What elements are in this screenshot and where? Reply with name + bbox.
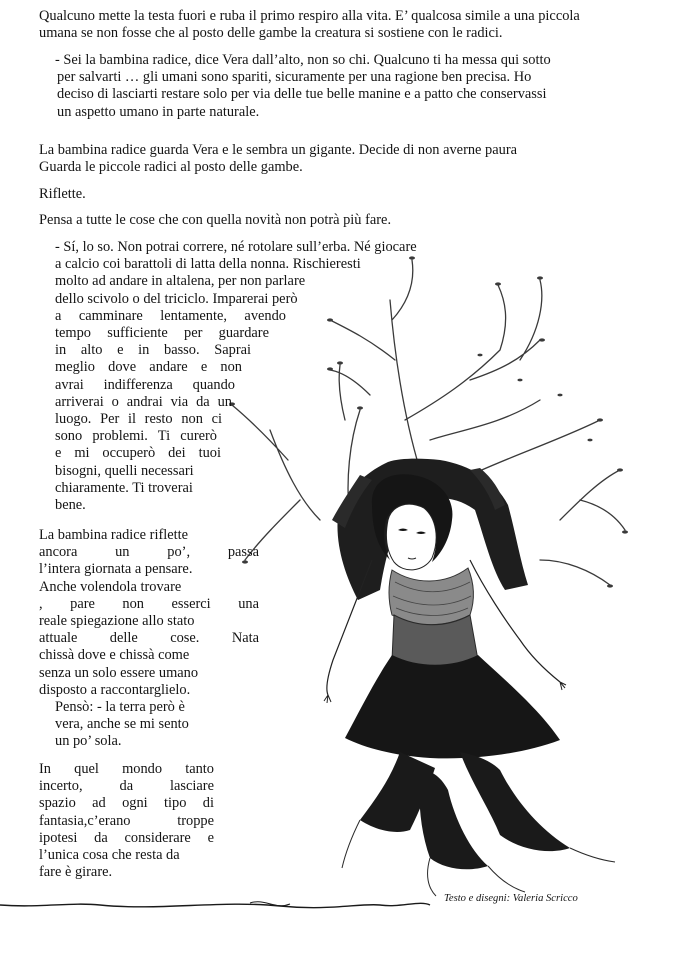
pensa-line xyxy=(39,212,391,229)
text-line: chissà dove e chissà come xyxy=(39,647,190,664)
text-line: deciso di lasciarti restare solo per via delle tue belle manine e a patto che conservassi xyxy=(57,86,547,103)
text-line: fare è girare. xyxy=(39,864,113,881)
text-line: In quel mondo tanto xyxy=(39,761,214,777)
text-line: arriverai o andrai via da un xyxy=(55,393,232,410)
intro-paragraph xyxy=(39,8,580,42)
scarf xyxy=(389,568,474,625)
girl-thought xyxy=(55,699,265,751)
text-line: fantasia,c’erano troppe xyxy=(39,812,214,829)
text-line: Anche volendola trovare xyxy=(39,578,182,595)
text-line: vera, anche se mi sento xyxy=(55,716,189,733)
text-line: Guarda le piccole radici al posto delle gambe. xyxy=(39,159,303,176)
text-line: dello scivolo o del triciclo. Imparerai però xyxy=(55,290,298,307)
text-line: l’unica cosa che resta da xyxy=(39,847,180,864)
text-line: ancora un po’, passa xyxy=(39,544,259,561)
text-line: senza un solo essere umano xyxy=(39,664,199,681)
text-line: un aspetto umano in parte naturale. xyxy=(57,103,260,120)
text-line: Pensò: - la terra però è xyxy=(55,699,185,715)
author-credit: Testo e disegni: Valeria Scricco xyxy=(444,893,578,904)
text-line: e mi occuperò dei tuoi xyxy=(55,445,221,462)
text-line: - Sí, lo so. Non potrai correre, né rotolare sull’erba. Né giocare xyxy=(55,239,417,255)
text-line: ipotesi da considerare e xyxy=(39,829,214,846)
bottom-stroke xyxy=(0,903,430,907)
text-line: umana se non fosse che al posto delle gambe la creatura si sostiene con le radici. xyxy=(39,25,503,42)
text-line: l’intera giornata a pensare. xyxy=(39,561,193,578)
text-line: a camminare lentamente, avendo xyxy=(55,307,286,324)
text-line: bisogni, quelli necessari xyxy=(55,462,194,479)
text-line: reale spiegazione allo stato xyxy=(39,613,195,630)
girl-looks-paragraph xyxy=(39,142,517,176)
vera-speech xyxy=(55,52,551,121)
text-line: a calcio coi barattoli di latta della nonna. Rischieresti xyxy=(55,256,361,273)
closing-paragraph xyxy=(39,761,219,881)
text-line: spazio ad ogni tipo di xyxy=(39,795,214,812)
skirt xyxy=(345,655,560,758)
text-line: - Sei la bambina radice, dice Vera dall’alto, non so chi. Qualcuno ti ha messa qui sotto xyxy=(55,52,551,68)
text-line: Qualcuno mette la testa fuori e ruba il primo respiro alla vita. E’ qualcosa simile a una piccola xyxy=(39,8,580,24)
text-line: , pare non esserci una xyxy=(39,595,259,612)
text-line: luogo. Per il resto non ci xyxy=(55,411,222,428)
roots xyxy=(360,752,570,869)
riflette-heading xyxy=(39,186,86,203)
text-line: meglio dove andare e non xyxy=(55,359,242,376)
text-line: chiaramente. Ti troverai xyxy=(55,479,193,496)
text-line: Riflette. xyxy=(39,186,86,202)
text-line: disposto a raccontarglielo. xyxy=(39,681,191,698)
text-line: sono problemi. Ti curerò xyxy=(55,428,217,445)
text-line: molto ad andare in altalena, per non parlare xyxy=(55,273,306,290)
text-line: La bambina radice riflette xyxy=(39,527,189,543)
text-line: attuale delle cose. Nata xyxy=(39,630,259,647)
text-line: bene. xyxy=(55,497,86,514)
text-line: un po’ sola. xyxy=(55,733,122,750)
text-line: Pensa a tutte le cose che con quella novità non potrà più fare. xyxy=(39,212,392,228)
text-line: in alto e in basso. Saprai xyxy=(55,342,251,359)
text-line: La bambina radice guarda Vera e le sembra un gigante. Decide di non averne paura xyxy=(39,142,518,158)
text-line: per salvarti … gli umani sono spariti, sicuramente per una ragione ben precisa. Ho xyxy=(57,69,532,86)
girl-reflects-paragraph xyxy=(39,527,264,699)
vera-reply xyxy=(55,239,455,514)
text-line: incerto, da lasciare xyxy=(39,778,214,795)
text-line: tempo sufficiente per guardare xyxy=(55,325,269,342)
text-line: avrai indifferenza quando xyxy=(55,376,235,393)
